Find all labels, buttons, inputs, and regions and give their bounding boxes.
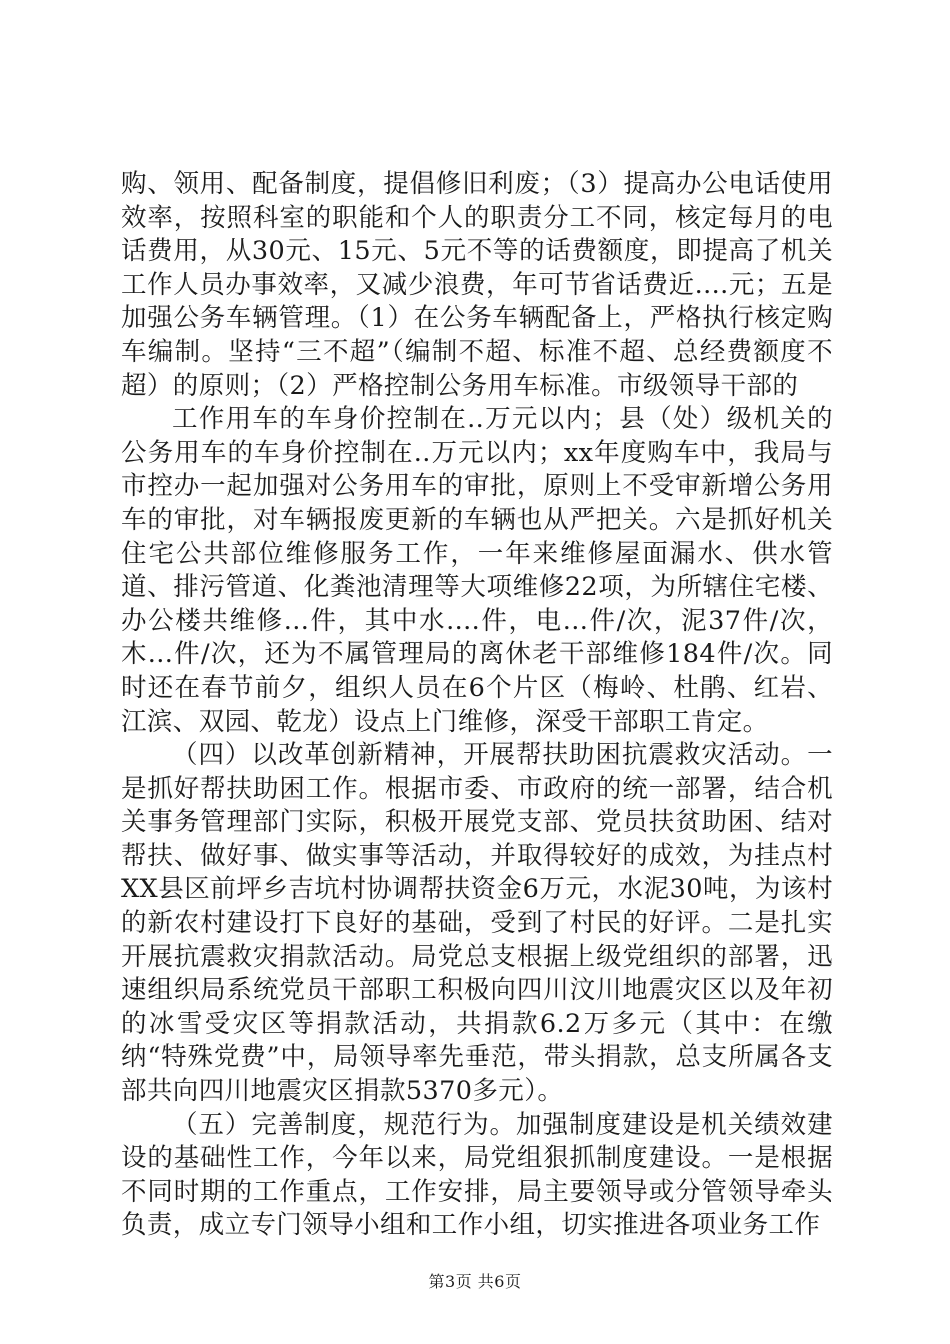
- paragraph-system-building: （五）完善制度，规范行为。加强制度建设是机关绩效建设的基础性工作，今年以来，局党组狠抓制度建设。一是根据不同时期的工作重点，工作安排，局主要领导或分管领导牵头负责，成立专门领导小组和工作小组，切实推进各项业务工作: [121, 1109, 833, 1241]
- paragraph-vehicle-price-and-maintenance: 工作用车的车身价控制在..万元以内；县（处）级机关的公务用车的车身价控制在..万元以内；xx年度购车中，我局与市控办一起加强对公务用车的审批，原则上不受审新增公务用车的审批，对车辆报废更新的车辆也从严把关。六是抓好机关住宅公共部位维修服务工作，一年来维修屋面漏水、供水管道、排污管道、化粪池清理等大项维修22项，为所辖住宅楼、办公楼共维修...件，其中水....件，电...件/次，泥37件/次，木...件/次，还为不属管理局的离休老干部维修184件/次。同时还在春节前夕，组织人员在6个片区（梅岭、杜鹃、红岩、江滨、双园、乾龙）设点上门维修，深受干部职工肯定。: [121, 404, 833, 737]
- page-number-footer: 第3页 共6页: [428, 1272, 522, 1291]
- paragraph-poverty-relief-and-disaster-aid: （四）以改革创新精神，开展帮扶助困抗震救灾活动。一是抓好帮扶助困工作。根据市委、市政府的统一部署，结合机关事务管理部门实际，积极开展党支部、党员扶贫助困、结对帮扶、做好事、做实事等活动，并取得较好的成效，为挂点村XX县区前坪乡吉坑村协调帮扶资金6万元，水泥30吨，为该村的新农村建设打下良好的基础，受到了村民的好评。二是扎实开展抗震救灾捐款活动。局党总支根据上级党组织的部署，迅速组织局系统党员干部职工积极向四川汶川地震灾区以及年初的冰雪受灾区等捐款活动，共捐款6.2万多元（其中：在缴纳“特殊党费”中，局领导率先垂范，带头捐款，总支所属各支部共向四川地震灾区捐款5370多元）。: [121, 740, 833, 1107]
- document-body: [121, 168, 833, 1243]
- paragraph-vehicle-management: 购、领用、配备制度，提倡修旧利废；（3）提高办公电话使用效率，按照科室的职能和个人的职责分工不同，核定每月的电话费用，从30元、15元、5元不等的话费额度，即提高了机关工作人员办事效率，又减少浪费，年可节省话费近....元；五是加强公务车辆管理。（1）在公务车辆配备上，严格执行核定购车编制。坚持“三不超”（编制不超、标准不超、总经费额度不超）的原则；（2）严格控制公务用车标准。市级领导干部的: [121, 169, 833, 401]
